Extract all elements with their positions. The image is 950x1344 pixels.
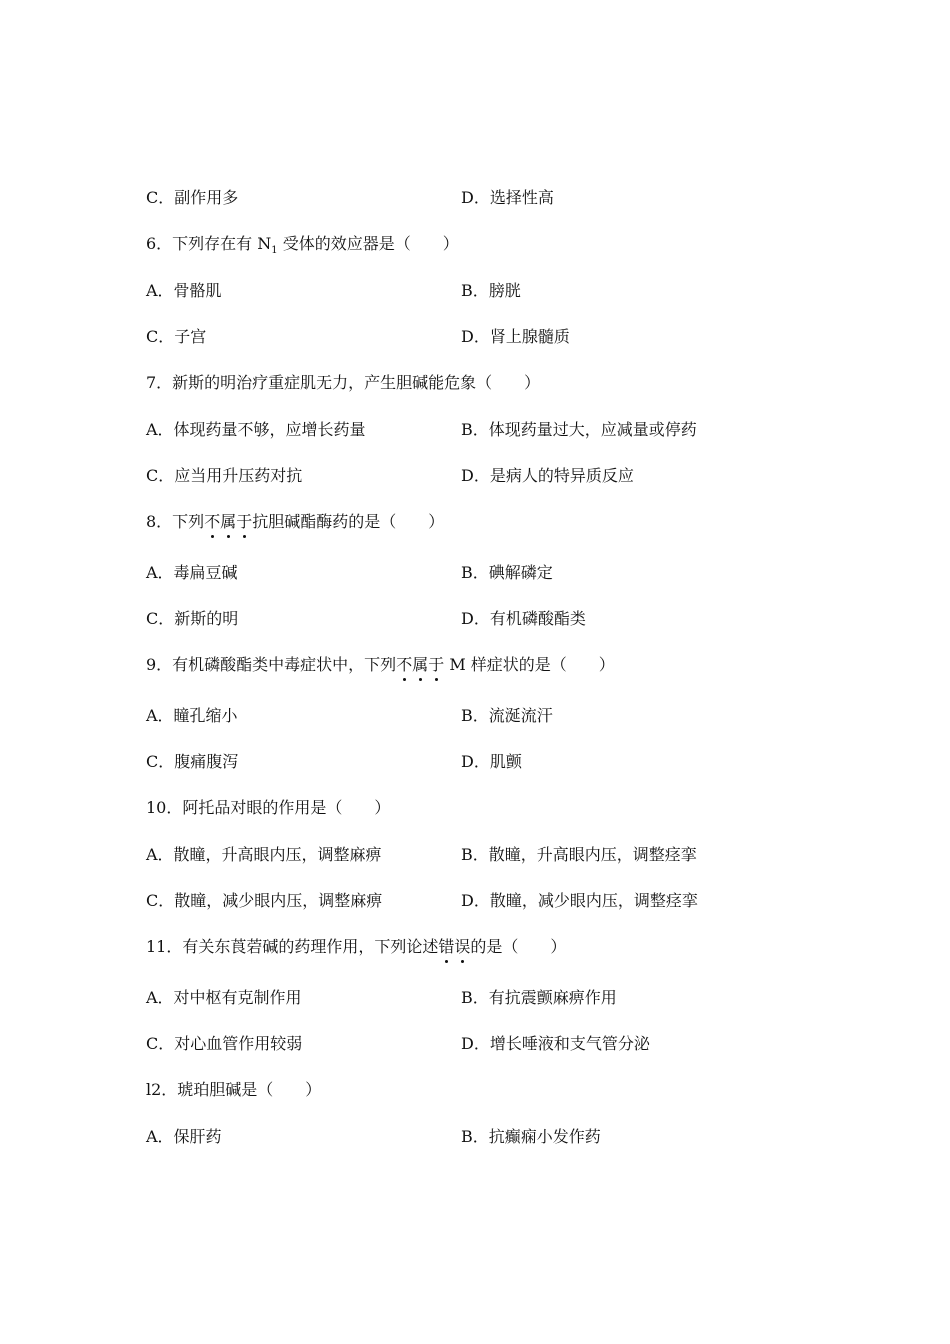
emphasis-mark: 于 [236, 512, 253, 531]
option-7c: C．应当用升压药对抗 [146, 466, 303, 485]
option-12a: A．保肝药 [146, 1127, 222, 1146]
option-8c: C．新斯的明 [146, 609, 239, 628]
option-9d: D．肌颤 [461, 752, 522, 771]
option-12b: B．抗癫痫小发作药 [461, 1127, 601, 1146]
emphasis-mark: 不 [204, 512, 221, 531]
option-11d: D．增长唾液和支气管分泌 [461, 1034, 650, 1053]
option-5c: C．副作用多 [146, 188, 239, 207]
question-7: 7．新斯的明治疗重症肌无力，产生胆碱能危象（ ） [146, 373, 541, 392]
option-7b: B．体现药量过大，应减量或停药 [461, 420, 697, 439]
option-9a: A．瞳孔缩小 [146, 706, 238, 725]
question-9: 9．有机磷酸酯类中毒症状中，下列不属于 M 样症状的是（ ） [146, 655, 615, 674]
option-10a: A．散瞳，升高眼内压，调整麻痹 [146, 845, 382, 864]
option-6a: A．骨骼肌 [146, 281, 222, 300]
option-6c: C．子宫 [146, 327, 207, 346]
option-5d: D．选择性高 [461, 188, 554, 207]
emphasis-mark: 错 [438, 937, 455, 956]
option-9c: C．腹痛腹泻 [146, 752, 239, 771]
question-6: 6．下列存在有 $N_1$ 受体的效应器是（ ） [146, 234, 459, 257]
option-11b: B．有抗震颤麻痹作用 [461, 988, 617, 1007]
question-8: 8．下列不属于抗胆碱酯酶药的是（ ） [146, 512, 445, 531]
emphasis-mark: 于 [428, 655, 445, 674]
option-10b: B．散瞳，升高眼内压，调整痉挛 [461, 845, 697, 864]
option-10d: D．散瞳，减少眼内压，调整痉挛 [461, 891, 698, 910]
question-10: 10．阿托品对眼的作用是（ ） [146, 798, 391, 817]
option-11c: C．对心血管作用较弱 [146, 1034, 303, 1053]
emphasis-mark: 误 [454, 937, 471, 956]
option-10c: C．散瞳，减少眼内压，调整麻痹 [146, 891, 383, 910]
question-11: 11．有关东莨菪碱的药理作用，下列论述错误的是（ ） [146, 937, 567, 956]
emphasis-mark: 不 [396, 655, 413, 674]
option-8a: A．毒扁豆碱 [146, 563, 238, 582]
option-8d: D．有机磷酸酯类 [461, 609, 586, 628]
emphasis-mark: 属 [412, 655, 429, 674]
option-8b: B．碘解磷定 [461, 563, 553, 582]
option-9b: B．流涎流汗 [461, 706, 553, 725]
option-7d: D．是病人的特异质反应 [461, 466, 634, 485]
option-6b: B．膀胱 [461, 281, 521, 300]
question-12: l2．琥珀胆碱是（ ） [146, 1080, 322, 1099]
option-11a: A．对中枢有克制作用 [146, 988, 302, 1007]
option-7a: A．体现药量不够，应增长药量 [146, 420, 366, 439]
option-6d: D．肾上腺髓质 [461, 327, 570, 346]
emphasis-mark: 属 [220, 512, 237, 531]
